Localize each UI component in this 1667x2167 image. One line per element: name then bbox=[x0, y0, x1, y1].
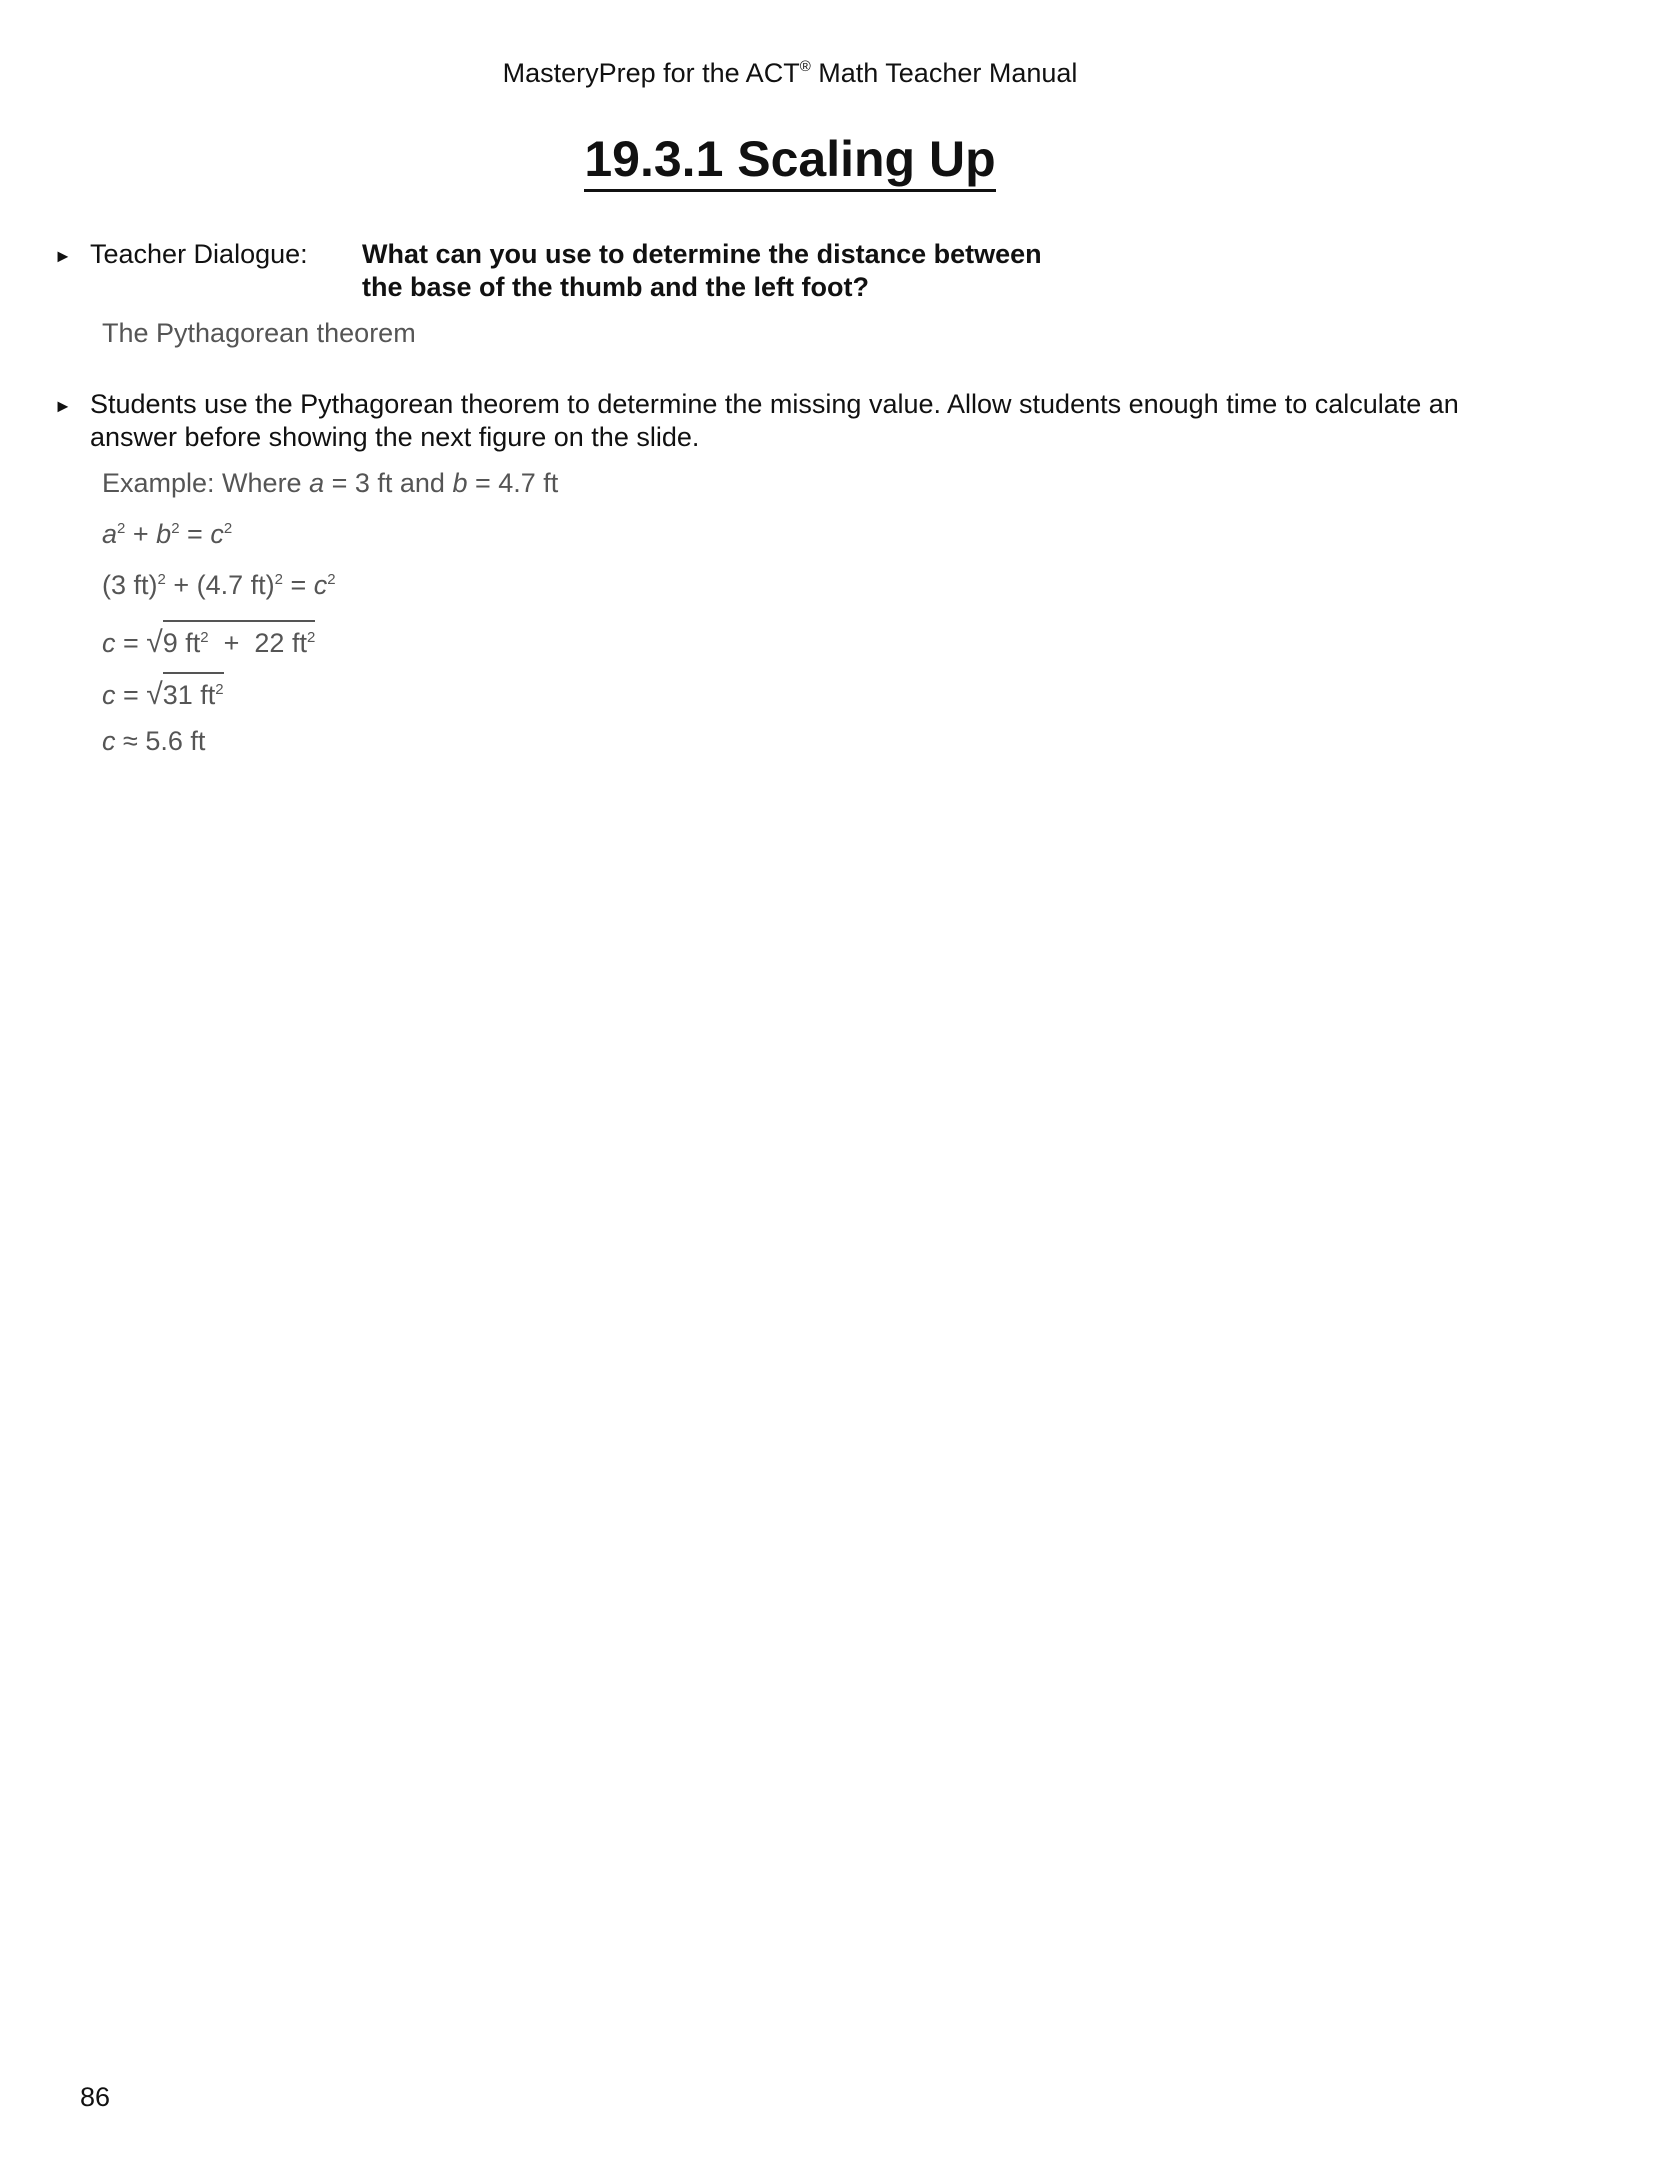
instructions-line1: Students use the Pythagorean theorem to determine the missing value. Allow students enough time to calculate an bbox=[90, 389, 1459, 419]
instructions-line2: answer before showing the next figure on the slide. bbox=[90, 422, 700, 452]
dialogue-answer: The Pythagorean theorem bbox=[102, 318, 416, 348]
square-root-icon: √31 $ft^2$ bbox=[146, 672, 223, 712]
equation-square-root-sum: c = √9 $ft^2 + 22$ $ft^2$ bbox=[102, 620, 315, 660]
dialogue-question bbox=[362, 238, 1042, 304]
dialogue-label: Teacher Dialogue: bbox=[90, 239, 308, 269]
page-title-text: 19.3.1 Scaling Up bbox=[584, 132, 995, 192]
bullet-arrow-icon: ► bbox=[54, 246, 72, 266]
dialogue-question-line2: the base of the thumb and the left foot? bbox=[362, 272, 869, 302]
equation-result: c ≈ 5.6 ft bbox=[102, 726, 206, 756]
page-number: 86 bbox=[80, 2082, 111, 2112]
equation-substitution: (3 ft)$^2$ + (4.7 $ft)^2 = c^2$ bbox=[102, 570, 336, 600]
equation-square-root-total: c = √31 $ft^2$ bbox=[102, 672, 224, 712]
header-text-before: MasteryPrep for the ACT bbox=[502, 58, 800, 88]
square-root-icon: √9 $ft^2 + 22$ $ft^2$ bbox=[146, 620, 315, 660]
instructions-paragraph bbox=[90, 388, 1459, 454]
example-line: Example: Where a = 3 ft and b = 4.7 ft bbox=[102, 468, 559, 498]
header-text-after: Math Teacher Manual bbox=[810, 58, 1078, 88]
dialogue-question-line1: What can you use to determine the distance between bbox=[362, 239, 1042, 269]
page-title bbox=[0, 130, 1580, 192]
running-header bbox=[0, 58, 1580, 89]
registered-mark: ® bbox=[799, 58, 811, 75]
equation-pythagorean: $a^2 + b^2 = c^2$ bbox=[102, 519, 233, 549]
bullet-arrow-icon: ► bbox=[54, 396, 72, 416]
